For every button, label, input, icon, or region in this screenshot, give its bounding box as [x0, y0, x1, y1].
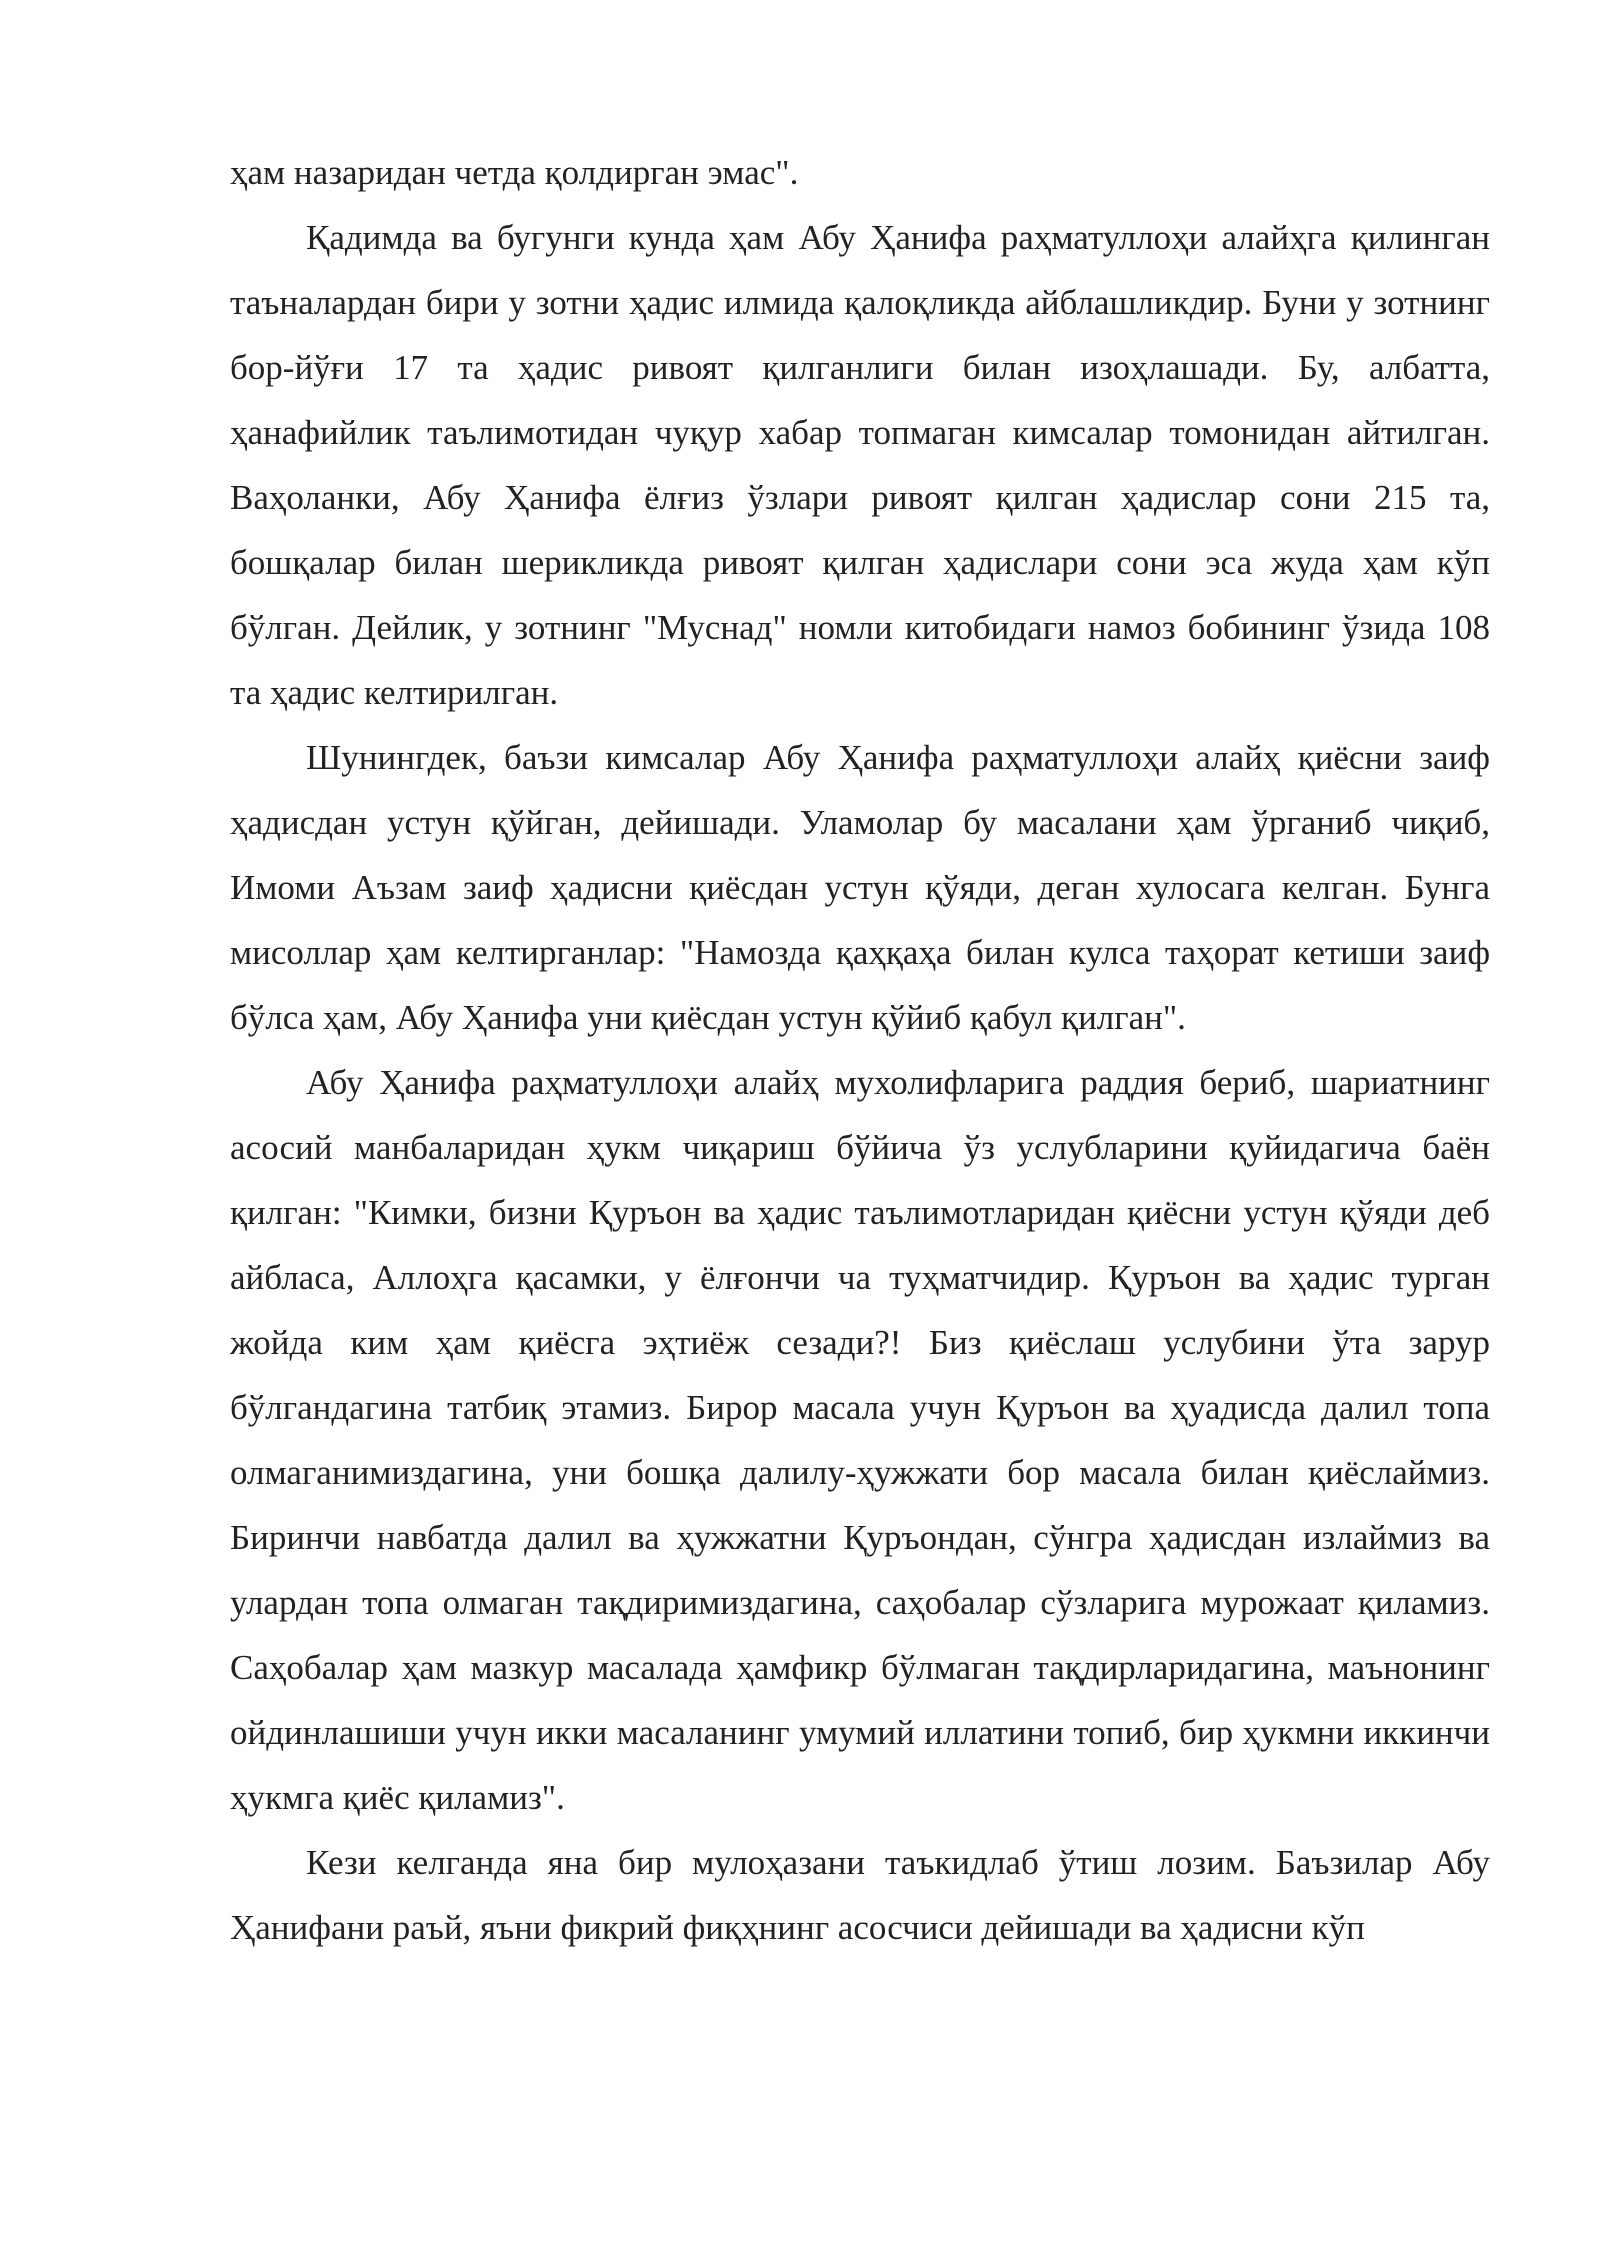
paragraph-ray-fiqh: Кези келганда яна бир мулоҳазани таъкидлаб ўтиш лозим. Баъзилар Абу Ҳанифани раъй, яъни фикрий фиқҳнинг асосчиси дейишади ва ҳадисни кўп: [230, 1843, 1490, 1947]
paragraph-continuation: ҳам назаридан четда қолдирган эмас".: [230, 153, 799, 192]
paragraph-hadith-criticism: Қадимда ва бугунги кунда ҳам Абу Ҳанифа раҳматуллоҳи алайҳга қилинган таъналардан бири у зотни ҳадис илмида қалоқликда айблашликдир. Буни у зотнинг бор-йўғи 17 та ҳадис ривоят қилганлиги билан изоҳлашади. Бу, албатта, ҳанафийлик таълимотидан чуқур хабар топмаган кимсалар томонидан айтилган. Ваҳоланки, Абу Ҳанифа ёлғиз ўзлари ривоят қилган ҳадислар сони 215 та, бошқалар билан шерикликда ривоят қилган ҳадислари сони эса жуда ҳам кўп бўлган. Дейлик, у зотнинг "Муснад" номли китобидаги намоз бобининг ўзида 108 та ҳадис келтирилган.: [230, 218, 1490, 712]
paragraph-qiyas-weak-hadith: Шунингдек, баъзи кимсалар Абу Ҳанифа раҳматуллоҳи алайҳ қиёсни заиф ҳадисдан устун қўйган, дейишади. Уламолар бу масалани ҳам ўрганиб чиқиб, Имоми Аъзам заиф ҳадисни қиёсдан устун қўяди, деган хулосага келган. Бунга мисоллар ҳам келтирганлар: "Намозда қаҳқаҳа билан кулса таҳорат кетиши заиф бўлса ҳам, Абу Ҳанифа уни қиёсдан устун қўйиб қабул қилган".: [230, 738, 1490, 1037]
paragraph-abu-hanifa-method: Абу Ҳанифа раҳматуллоҳи алайҳ мухолифларига раддия бериб, шариатнинг асосий манбаларидан ҳукм чиқариш бўйича ўз услубларини қуйидагича баён қилган: "Кимки, бизни Қуръон ва ҳадис таълимотларидан қиёсни устун қўяди деб айбласа, Аллоҳга қасамки, у ёлғончи ча туҳматчидир. Қуръон ва ҳадис турган жойда ким ҳам қиёсга эҳтиёж сезади?! Биз қиёслаш услубини ўта зарур бўлгандагина татбиқ этамиз. Бирор масала учун Қуръон ва ҳуадисда далил топа олмаганимиздагина, уни бошқа далилу-ҳужжати бор масала билан қиёслаймиз. Биринчи навбатда далил ва ҳужжатни Қуръондан, сўнгра ҳадисдан излаймиз ва улардан топа олмаган тақдиримиздагина, саҳобалар сўзларига мурожаат қиламиз. Саҳобалар ҳам мазкур масалада ҳамфикр бўлмаган тақдирларидагина, маънонинг ойдинлашиши учун икки масаланинг умумий иллатини топиб, бир ҳукмни иккинчи ҳукмга қиёс қиламиз".: [230, 1063, 1490, 1817]
document-page: [230, 140, 1490, 1960]
